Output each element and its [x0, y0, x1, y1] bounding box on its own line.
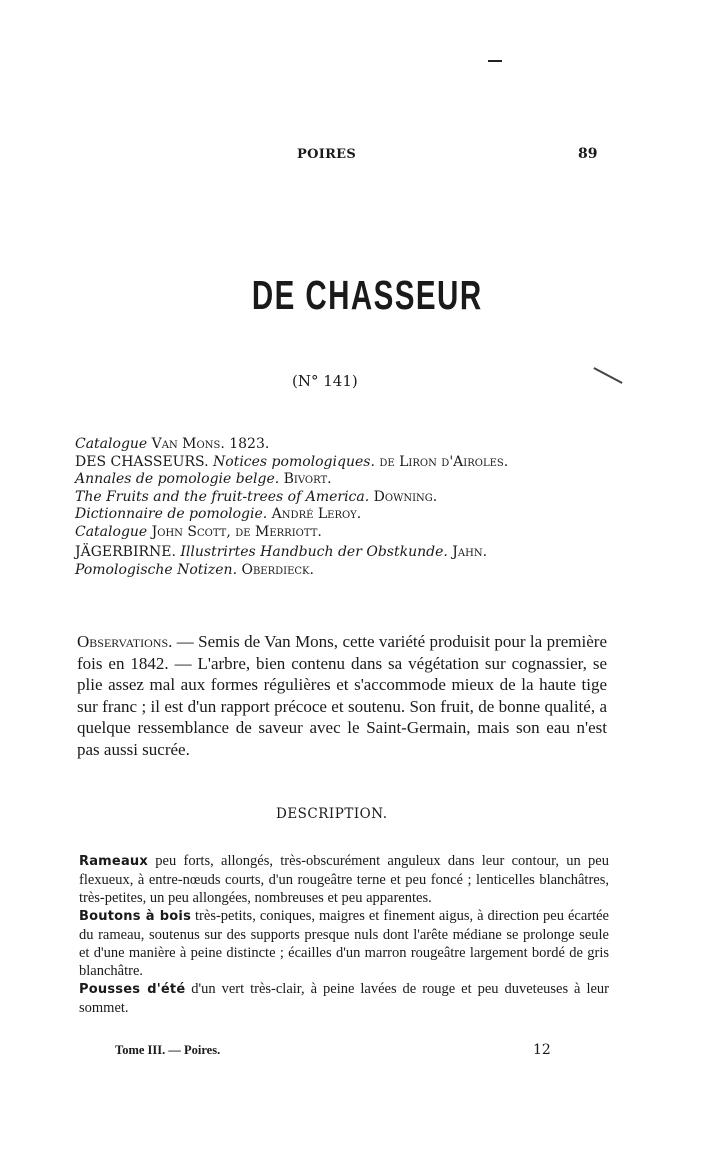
- reference-item: Annales de pomologie belge. Bivort.: [75, 471, 332, 487]
- references-list: [75, 436, 508, 579]
- reference-item: Catalogue Van Mons. 1823.: [75, 436, 270, 452]
- page-number: 89: [578, 146, 598, 162]
- description-paragraph: Boutons à bois très-petits, coniques, maigres et finement aigus, à direction peu écartée du rameau, soutenus sur des supports presque nuls dont l'arête médiane se prolonge seule et d'une manière à peine distincte ; écailles d'un marron rougeâtre largement bordé de gris blanchâtre.: [79, 908, 609, 979]
- reference-item: Dictionnaire de pomologie. André Leroy.: [75, 506, 362, 522]
- signature-number: 12: [533, 1042, 551, 1058]
- observations-text: — Semis de Van Mons, cette variété produisit pour la première fois en 1842. — L'arbre, bien contenu dans sa végétation sur cognassier, se plie assez mal aux formes régulières et s'accommode mieux de la haute tige sur franc ; il est d'un rapport précoce et soutenu. Son fruit, de bonne qualité, a quelque ressemblance de saveur avec le Saint-Germain, mais son eau n'est pas aussi sucrée.: [77, 632, 607, 759]
- reference-item: Catalogue John Scott, de Merriott.: [75, 523, 322, 540]
- description-body: [79, 852, 609, 1017]
- scan-stroke: [594, 367, 623, 383]
- signature-mark: Tome III. — Poires.: [115, 1043, 221, 1057]
- description-heading: DESCRIPTION.: [276, 806, 388, 822]
- reference-item: The Fruits and the fruit-trees of America. Downing.: [75, 488, 438, 505]
- observations-label: Observations.: [77, 632, 173, 651]
- reference-item: JÄGERBIRNE. Illustrirtes Handbuch der Obstkunde. Jahn.: [75, 544, 488, 560]
- scan-mark: [488, 60, 502, 62]
- reference-item: DES CHASSEURS. Notices pomologiques. de Liron d'Airoles.: [75, 453, 509, 470]
- variety-number: (N° 141): [292, 372, 358, 390]
- page-title: DE CHASSEUR: [251, 272, 483, 318]
- running-title: POIRES: [297, 147, 357, 162]
- description-term: Boutons à bois: [79, 909, 192, 924]
- description-term: Pousses d'été: [79, 982, 186, 997]
- observations-paragraph: [77, 631, 607, 760]
- reference-item: Pomologische Notizen. Oberdieck.: [75, 561, 314, 578]
- description-term: Rameaux: [79, 854, 148, 869]
- description-paragraph: Rameaux peu forts, allongés, très-obscurément anguleux dans leur contour, un peu flexueux, à entre-nœuds courts, d'un rougeâtre terne et peu foncé ; lenticelles blanchâtres, très-petites, un peu allongées, nombreuses et peu apparentes.: [79, 853, 609, 906]
- title-container: [207, 272, 483, 319]
- description-paragraph: Pousses d'été d'un vert très-clair, à peine lavées de rouge et peu duveteuses à leur sommet.: [79, 981, 609, 1016]
